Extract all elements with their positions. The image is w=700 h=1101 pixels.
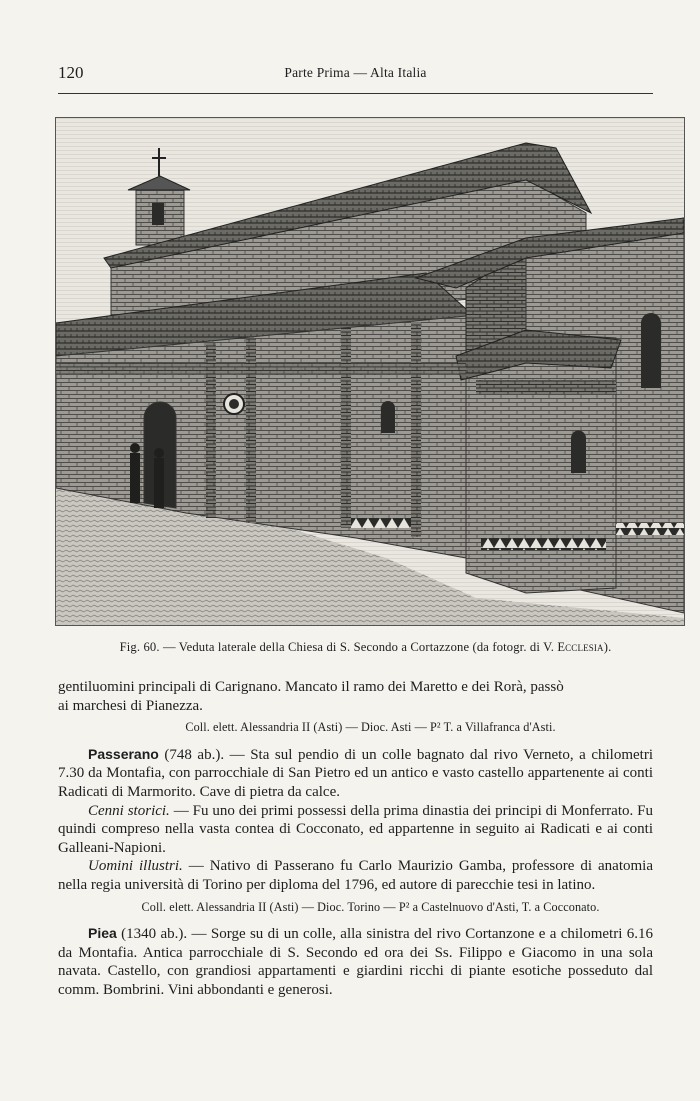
caption-text: Fig. 60. — Veduta laterale della Chiesa di S. Secondo a Cortazzone (da fotogr. di V. [119,640,558,654]
figure-caption [58,640,673,655]
passerano-name: Passerano [88,745,159,762]
page-number: 120 [58,63,84,82]
collegio-note-1: Coll. elett. Alessandria II (Asti) — Dioc. Asti — P² T. a Villafranca d'Asti. [185,720,556,735]
running-title: Parte Prima — Alta Italia [284,65,427,80]
church-engraving [55,117,685,626]
paragraph-carignano [58,678,653,715]
uomini-label: Uomini illustri. [88,858,183,875]
page-header [58,63,653,85]
collegio-note-2: Coll. elett. Alessandria II (Asti) — Dioc. Torino — P² a Castelnuovo d'Asti, T. a Cocconato. [141,899,600,914]
cenni-text: — Fu uno dei primi possessi della prima dinastia dei principi di Monferrato. Fu quindi compreso nella vasta contea di Cocconato, ed appartenne in seguito ai Radicati e ai conti Galleani-Napioni. [58,802,653,856]
piea-text: (1340 ab.). — Sorge su di un colle, alla sinistra del rivo Cortanzone e a chilometri 6.16 da Montafia. Antica parrocchiale di S. Secondo ed ora dei Ss. Filippo e Giacomo in una sola navata. Castello, con grandiosi appartamenti e giardini ricchi di piante esotiche posseduto dal comm. Bombrini. Vini abbondanti e generosi. [58,926,653,998]
piea-name: Piea [88,925,117,942]
body-text [58,678,654,1000]
entry-piea [58,924,653,999]
uomini-text: — Nativo di Passerano fu Carlo Maurizio Gamba, professore di anatomia nella regia università di Torino per diploma del 1796, ed autore di parecchie tesi in latino. [58,858,654,893]
caption-end: ). [603,640,612,654]
entry-passerano-body [58,745,653,802]
caption-author: Ecclesia [557,640,604,654]
cenni-label: Cenni storici. [88,802,170,819]
carignano-line-2: ai marchesi di Pianezza. [58,697,203,714]
header-rule [58,93,653,94]
passerano-history [58,802,653,858]
passerano-notables [58,857,653,894]
carignano-line-1: gentiluomini principali di Carignano. Mancato il ramo dei Maretto e dei Rorà, passò [58,679,564,695]
passerano-text: (748 ab.). — Sta sul pendio di un colle bagnato dal rivo Verneto, a chilometri 7.30 da Montafia, con parrocchiale di San Pietro ed un antico e vasto castello appartenente ai conti Radicati di Marmorito. Cave di pietra da calce. [58,746,653,800]
